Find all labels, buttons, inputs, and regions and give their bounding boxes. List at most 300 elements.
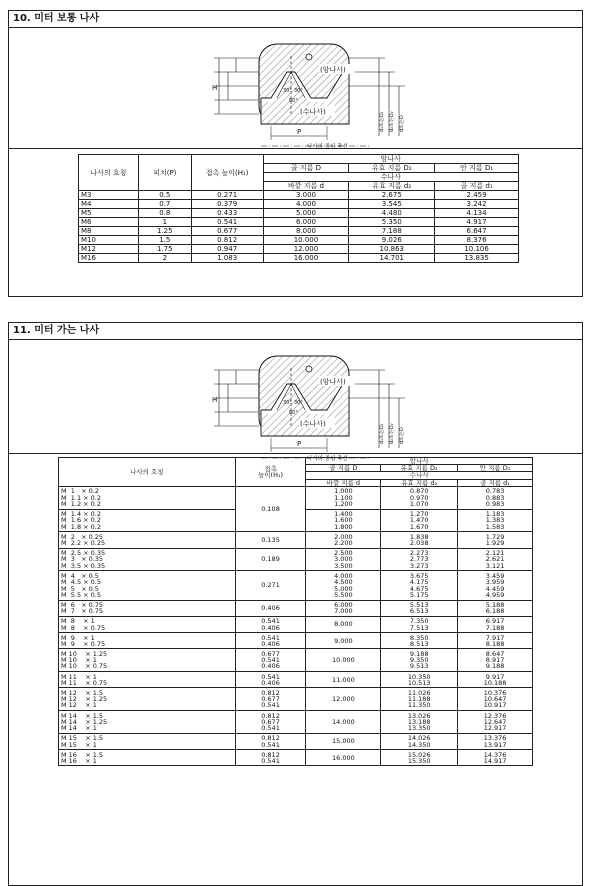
cell-h [235,688,306,711]
thread-group [212,356,405,462]
table-row [79,245,519,254]
cell-line: 10.513 [407,678,431,687]
cell-line: 0.677 [261,649,280,658]
cell-line: 12.917 [483,724,507,733]
label-axis: 나사의 중심 축선 [307,456,348,462]
cell-line: M 3.5 × 0.35 [61,561,106,570]
cell-line: 4.959 [485,590,505,599]
table-row [59,633,533,649]
cell-h [235,548,306,571]
cell-line: 2.773 [409,555,429,564]
cell-d1: 4.917 [435,218,519,227]
cell-line: M 8 × 0.75 [61,623,106,632]
cell-line: 0.189 [261,555,280,564]
cell-d1: 2.459 [435,191,519,200]
cell-d: 12.000 [263,245,349,254]
cell-h [235,486,306,532]
header-D: 골 지름 D [263,164,349,173]
cell-name: M16 [79,254,139,263]
cell-d [306,711,381,734]
cell-names [59,672,236,688]
cell-names [59,649,236,672]
cell-line: 0.812 [261,688,280,697]
cell-pitch: 1 [138,218,191,227]
cell-line: 0.812 [261,734,280,743]
cell-line: M 16 × 1.5 [61,750,104,759]
cell-line: 0.541 [261,633,280,642]
cell-name: M8 [79,227,139,236]
cell-line: 14.350 [407,740,431,749]
header-d: 바깥 지름 d [306,479,381,486]
cell-line: 4.175 [409,578,429,587]
table-row [59,672,533,688]
cell-line: 7.917 [485,633,505,642]
cell-line: 10.917 [483,701,507,710]
cell-d1: 10.106 [435,245,519,254]
cell-line: 0.135 [261,535,280,544]
cell-d [306,688,381,711]
label-d2: d₂또는D₂ [389,423,395,444]
cell-height: 0.379 [191,200,263,209]
cell-line: 4.500 [334,578,353,587]
cell-h [235,733,306,749]
cell-d [306,616,381,632]
cell-line: 9.917 [485,672,505,681]
cell-line: M 1.1 × 0.2 [61,493,101,502]
table-row [59,532,533,548]
label-angle-60: 60° [289,410,298,416]
cell-line: 6.513 [409,607,429,616]
label-male: (수나사) [300,108,326,116]
header-female: 암나사 [306,458,533,465]
cell-line: 1.929 [485,539,505,547]
cell-d [306,509,381,532]
cell-line: 1.729 [485,532,505,541]
cell-line: M 4.5 × 0.5 [61,578,101,587]
cell-line: 0.406 [261,662,280,671]
cell-line: 1.200 [334,499,353,508]
table-row [59,750,533,766]
label-angle-60: 60° [289,98,298,104]
header-d1: 골 지름 d₁ [458,479,533,486]
cell-line: 5.000 [334,584,353,593]
cell-line: M 2.5 × 0.35 [61,549,106,558]
table-row [79,227,519,236]
cell-line: 10.376 [483,688,507,697]
cell-d: 5.000 [263,209,349,218]
cell-line: 1.183 [485,510,505,519]
table-row [59,486,533,509]
cell-d [306,750,381,766]
cell-line: 10.647 [483,695,507,704]
cell-line: 8.188 [485,639,505,648]
cell-line: 3.459 [485,572,505,581]
label-d1: d₁또는D₁ [379,423,385,444]
cell-line: 0.812 [261,750,280,759]
cell-line: M 2 × 0.25 [61,532,104,541]
cell-d1 [458,548,533,571]
cell-d: 8.000 [263,227,349,236]
cell-line: 3.273 [409,561,429,570]
cell-line: 15.026 [407,750,431,759]
thread-diagram [9,28,582,149]
label-pitch: P [297,128,302,136]
cell-name: M6 [79,218,139,227]
cell-line: 0.406 [261,639,280,648]
cell-line: 0.541 [261,724,280,733]
cell-line: M 5.5 × 0.5 [61,590,101,599]
cell-d2 [381,750,458,766]
cell-line: 16.000 [332,753,355,762]
cell-pitch: 0.5 [138,191,191,200]
cell-d2 [381,688,458,711]
section-title: 11. 미터 가는 나사 [9,323,582,340]
cell-line: 2.621 [485,555,505,564]
cell-d2: 9.026 [349,236,435,245]
cell-d2: 5.350 [349,218,435,227]
cell-line: M 14 × 1 [61,724,97,733]
cell-line: 3.500 [334,561,353,570]
cell-line: 12.376 [483,711,507,720]
cell-d2: 2.675 [349,191,435,200]
header-pitch: 피치(P) [138,155,191,191]
cell-line: 0.541 [261,701,280,710]
cell-line: 14.000 [332,717,355,726]
header-d2: 유효 지름 d₂ [349,182,435,191]
header-height: 접촉 높이(H₁) [191,155,263,191]
cell-d2: 7.188 [349,227,435,236]
section-metric-fine [8,322,583,886]
label-pitch: P [297,440,302,448]
cell-h [235,672,306,688]
cell-d1 [458,750,533,766]
cell-names [59,486,236,509]
cell-h [235,616,306,632]
table-row [79,218,519,227]
header-height [235,458,306,487]
cell-line: 10.188 [483,678,507,687]
cell-line: 4.675 [409,584,429,593]
cell-line: 1.800 [334,522,353,531]
cell-pitch: 0.8 [138,209,191,218]
thread-group [212,44,405,150]
cell-line: 1.100 [334,493,353,502]
header-D1: 안 지름 D₁ [435,164,519,173]
fine-thread-table [58,457,533,766]
cell-h [235,750,306,766]
cell-line: 9.188 [409,649,429,658]
header-female: 암나사 [263,155,518,164]
cell-h [235,633,306,649]
cell-line: M 16 × 1 [61,756,97,765]
header-d: 바깥 지름 d [263,182,349,191]
cell-d: 4.000 [263,200,349,209]
cell-d2: 14.701 [349,254,435,263]
table-row [79,209,519,218]
cell-name: M5 [79,209,139,218]
cell-line: M 7 × 0.75 [61,607,104,616]
cell-d1: 6.647 [435,227,519,236]
cell-line: 10.350 [407,672,431,681]
cell-line: M 1.8 × 0.2 [61,522,101,531]
cell-d1 [458,633,533,649]
table-row [79,200,519,209]
cell-line: 2.121 [485,549,505,558]
cell-d2 [381,571,458,600]
cell-d [306,733,381,749]
cell-d: 16.000 [263,254,349,263]
cell-line: 6.917 [485,617,505,626]
cell-line: 14.917 [483,756,507,765]
cell-d2 [381,616,458,632]
header-D2: 유효 지름 D₂ [381,465,458,472]
cell-line: 8.647 [485,649,505,658]
cell-d1 [458,486,533,509]
cell-line: 0.677 [261,717,280,726]
table-row [79,191,519,200]
cell-line: 9.000 [334,636,353,645]
cell-line: 14.376 [483,750,507,759]
thread-diagram [9,340,582,462]
cell-line: 2.038 [409,539,429,547]
cell-line: M 9 × 1 [61,633,95,642]
label-d: d또는D [399,427,405,444]
cell-line: 1.470 [409,516,429,525]
cell-line: 1.000 [334,487,353,496]
table-row [59,711,533,734]
label-H: H [212,84,218,92]
label-female: (암나사) [320,66,346,74]
cell-line: 9.513 [409,662,429,671]
cell-line: M 1.6 × 0.2 [61,516,101,525]
cell-d1 [458,733,533,749]
header-d2: 유효 지름 d₂ [381,479,458,486]
cell-d [306,672,381,688]
cell-d1: 8.376 [435,236,519,245]
cell-line: 3.121 [485,561,505,570]
cell-h [235,711,306,734]
table-row [59,600,533,616]
cell-line: 0.271 [261,581,280,590]
cell-d2 [381,600,458,616]
cell-line: 0.883 [485,493,505,502]
cell-names [59,688,236,711]
cell-d [306,571,381,600]
thread-profile-drawing [9,28,584,149]
cell-line: 1.600 [334,516,353,525]
cell-height: 0.433 [191,209,263,218]
cell-h [235,600,306,616]
cell-line: 0.541 [261,672,280,681]
cell-d1 [458,649,533,672]
cell-line: M 15 × 1 [61,740,97,749]
cell-d1: 13.835 [435,254,519,263]
cell-line: 1.400 [334,510,353,519]
label-female: (암나사) [320,378,346,386]
cell-d [306,633,381,649]
cell-line: 8.350 [409,633,429,642]
cell-h [235,571,306,600]
section-metric-coarse [8,10,583,297]
cell-line: 0.541 [261,740,280,749]
cell-names [59,616,236,632]
cell-line: 13.026 [407,711,431,720]
header-D2: 유효 지름 D₂ [349,164,435,173]
cell-line: M 1.2 × 0.2 [61,499,101,508]
cell-line: 15.350 [407,756,431,765]
cell-line: 7.000 [334,607,353,616]
cell-line: 8.917 [485,656,505,665]
table-row [59,649,533,672]
cell-line: 3.675 [409,572,429,581]
cell-line: M 15 × 1.5 [61,734,104,743]
cell-line: 0.983 [485,499,505,508]
cell-pitch: 2 [138,254,191,263]
cell-name: M12 [79,245,139,254]
header-name: 나사의 호칭 [79,155,139,191]
cell-line: 1.383 [485,516,505,525]
cell-line: 0.870 [409,487,429,496]
cell-line: 2.200 [334,539,353,547]
cell-line: 14.026 [407,734,431,743]
cell-line: 0.406 [261,678,280,687]
header-D: 골 지름 D [306,465,381,472]
label-axis: 나사의 중심 축선 [307,144,348,150]
cell-name: M4 [79,200,139,209]
table-row [59,688,533,711]
cell-line: 8.513 [409,639,429,648]
cell-line: M 3 × 0.35 [61,555,104,564]
cell-line: 10.000 [332,656,355,665]
label-male: (수나사) [300,420,326,428]
cell-line: M 10 × 0.75 [61,662,108,671]
cell-line: 6.188 [485,607,505,616]
header-D1: 안 지름 D₁ [458,465,533,472]
cell-d2 [381,509,458,532]
label-d2: d₂또는D₂ [389,111,395,132]
cell-names [59,532,236,548]
label-angle-right: 30° [294,88,303,94]
cell-line: 0.541 [261,617,280,626]
cell-d2 [381,486,458,509]
cell-line: M 1.4 × 0.2 [61,510,101,519]
cell-d: 3.000 [263,191,349,200]
label-H: H [212,396,218,404]
cell-line: 4.459 [485,584,505,593]
cell-height: 0.271 [191,191,263,200]
cell-line: M 5 × 0.5 [61,584,99,593]
cell-d [306,649,381,672]
cell-line: 3.000 [334,555,353,564]
header-male: 수나사 [306,472,533,479]
cell-d1: 3.242 [435,200,519,209]
header-d1: 골 지름 d₁ [435,182,519,191]
cell-names [59,600,236,616]
cell-height: 0.812 [191,236,263,245]
cell-line: 0.677 [261,695,280,704]
cell-d2 [381,532,458,548]
table-row [79,236,519,245]
cell-name: M3 [79,191,139,200]
cell-line: M 12 × 1.5 [61,688,104,697]
cell-d1: 4.134 [435,209,519,218]
cell-line: 1.838 [409,532,429,541]
cell-names [59,711,236,734]
cell-d1 [458,688,533,711]
cell-line: M 10 × 1 [61,656,97,665]
table-row [59,548,533,571]
cell-h [235,649,306,672]
cell-line: 11.026 [407,688,431,697]
cell-line: 12.647 [483,717,507,726]
cell-line: 5.513 [409,601,429,610]
header-male: 수나사 [263,173,518,182]
cell-d2: 10.863 [349,245,435,254]
cell-line: 11.188 [407,695,431,704]
cell-line: M 12 × 1 [61,701,97,710]
cell-pitch: 0.7 [138,200,191,209]
cell-d1 [458,532,533,548]
cell-d2 [381,633,458,649]
cell-line: 1.670 [409,522,429,531]
cell-line: 1.270 [409,510,429,519]
cell-height: 0.947 [191,245,263,254]
cell-d2 [381,733,458,749]
cell-height: 1.083 [191,254,263,263]
label-angle-right: 30° [294,400,303,406]
cell-height: 0.677 [191,227,263,236]
cell-line: 11.350 [407,701,431,710]
cell-line: 9.350 [409,656,429,665]
coarse-thread-table [78,154,519,263]
cell-pitch: 1.75 [138,245,191,254]
cell-line: 9.188 [485,662,505,671]
header-height-label: 접촉 높이(H₁) [257,464,284,479]
cell-d2 [381,649,458,672]
cell-line: M 14 × 1.5 [61,711,104,720]
cell-name: M10 [79,236,139,245]
header-name: 나사의 호칭 [59,458,236,487]
cell-d2: 3.545 [349,200,435,209]
cell-line: 7.350 [409,617,429,626]
cell-line: M 11 × 1 [61,672,97,681]
cell-line: 0.970 [409,493,429,502]
cell-d1 [458,509,533,532]
apex-mark [306,366,312,372]
cell-line: M 6 × 0.75 [61,601,104,610]
cell-d2 [381,672,458,688]
table-row [59,616,533,632]
cell-names [59,750,236,766]
cell-line: 3.959 [485,578,505,587]
cell-line: 8.000 [334,620,353,629]
cell-d1 [458,672,533,688]
cell-line: 13.350 [407,724,431,733]
cell-pitch: 1.25 [138,227,191,236]
cell-d2 [381,711,458,734]
cell-line: 1.583 [485,522,505,531]
cell-line: M 10 × 1.25 [61,649,108,658]
cell-h [235,532,306,548]
table-row [59,733,533,749]
table-area [9,454,582,885]
cell-line: 5.175 [409,590,429,599]
cell-d1 [458,571,533,600]
cell-names [59,548,236,571]
cell-line: 2.273 [409,549,429,558]
cell-line: 0.406 [261,623,280,632]
cell-line: M 8 × 1 [61,617,95,626]
